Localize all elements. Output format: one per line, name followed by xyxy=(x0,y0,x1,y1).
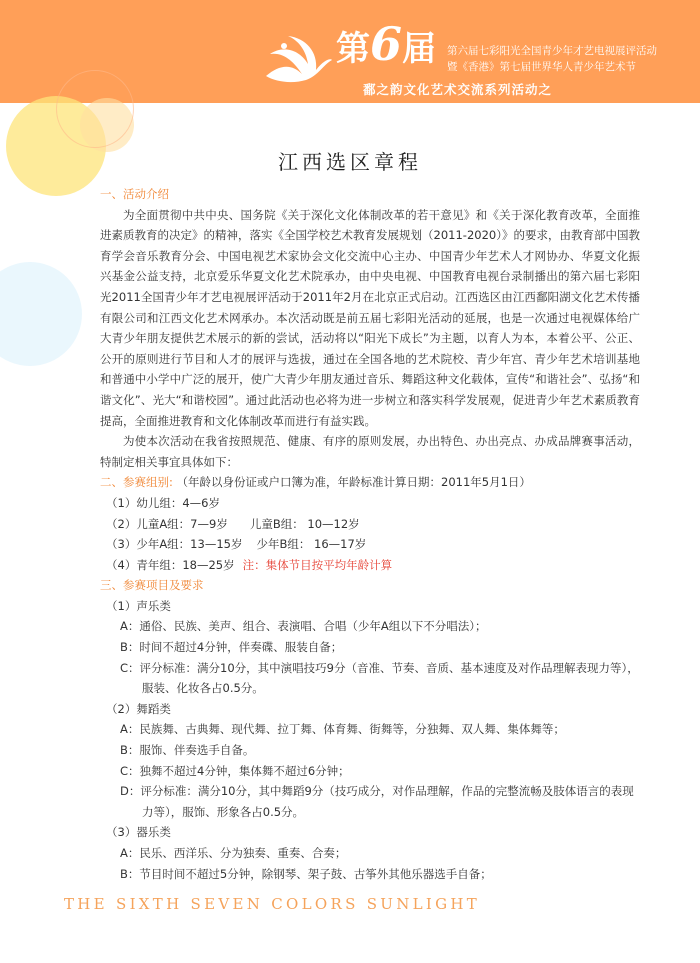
section-heading-groups xyxy=(100,472,640,493)
instrument-item-b: B：节目时间不超过5分钟，除钢琴、架子鼓、古筝外其他乐器选手自备； xyxy=(120,866,492,881)
groups-heading: 二、参赛组别: xyxy=(100,475,173,490)
vocal-item-b: B：时间不超过4分钟，伴奏碟、服装自备； xyxy=(120,640,343,655)
group-note: 注：集体节目按平均年龄计算 xyxy=(242,557,393,572)
decor-circle-blue xyxy=(0,262,82,366)
footer-band xyxy=(0,930,700,963)
dance-item-a: A：民族舞、古典舞、现代舞、拉丁舞、体育舞、街舞等，分独舞、双人舞、集体舞等； xyxy=(120,722,565,737)
edition-suffix: 届 xyxy=(402,29,437,69)
footer-slogan: THE SIXTH SEVEN COLORS SUNLIGHT xyxy=(64,895,481,913)
intro-paragraph-1: 为全面贯彻中共中央、国务院《关于深化文化体制改革的若干意见》和《关于深化教育改革，全面推进素质教育的决定》的精神，落实《全国学校艺术教育发展规划（2011-2020）》的要求，由教育部中国教育学会音乐教育分会、中国电视艺术家协会文化交流中心主办、中国青少年艺术人才网协办、华夏文化振兴基金公益支持，北京爱乐华夏文化艺术院承办，由中央电视、中国教育电视台录制播出的第六届七彩阳光2011全国青少年才艺电视展评活动于2011年2月在北京正式启动。江西选区由江西鄱阳湖文化艺术传播有限公司和江西文化艺术网承办。本次活动既是前五届七彩阳光活动的延展，也是一次通过电视媒体给广大青少年朋友提供艺术展示的新的尝试，活动将以“阳光下成长”为主题，以育人为本，本着公平、公正、公开的原则进行节目和人才的展评与选拔，通过在全国各地的艺术院校、青少年宫、青少年艺术培训基地和普通中小学中广泛的展开，使广大青少年朋友通过音乐、舞蹈这种文化载体，宣传“和谐社会”、弘扬“和谐文化”、光大“和谐校园”。通过此活动也必将为进一步树立和落实科学发展观，促进青少年艺术素质教育提高，全面推进教育和文化体制改革而进行有益实践。 xyxy=(100,207,640,428)
section-heading-intro: 一、活动介绍 xyxy=(100,187,169,201)
intro-paragraph-2: 为使本次活动在我省按照规范、健康、有序的原则发展，办出特色、办出亮点、办成品牌赛事活动，特制定相关事宜具体如下： xyxy=(100,434,640,469)
vocal-item-a: A：通俗、民族、美声、组合、表演唱、合唱（少年A组以下不分唱法）； xyxy=(120,619,487,634)
group-row-3 xyxy=(100,534,640,555)
category-dance: （2）舞蹈类 xyxy=(106,701,171,716)
group-row-1 xyxy=(100,493,640,514)
header-subtitle-2: 暨《香港》第七届世界华人青少年艺术节 xyxy=(447,61,636,73)
group-row-4 xyxy=(100,555,640,576)
dance-item-c: C：独舞不超过4分钟，集体舞不超过6分钟； xyxy=(120,763,350,778)
dance-item-b: B：服饰、伴奏选手自备。 xyxy=(120,743,255,758)
series-caption: 鄱之韵文化艺术交流系列活动之 xyxy=(362,82,552,97)
edition-title xyxy=(336,17,437,71)
dance-item-d: D：评分标准：满分10分，其中舞蹈9分（技巧成分，对作品理解，作品的完整流畅及肢体语言的表现力等），服饰、形象各占0.5分。 xyxy=(120,784,634,819)
document-body xyxy=(100,184,640,884)
edition-prefix: 第 xyxy=(336,29,370,69)
section-heading-items: 三、参赛项目及要求 xyxy=(100,578,204,593)
header-subtitle-1: 第六届七彩阳光全国青少年才艺电视展评活动 xyxy=(447,45,657,57)
category-instrument: （3）器乐类 xyxy=(106,825,171,840)
page-title: 江西选区章程 xyxy=(278,150,422,174)
decor-circle-outline xyxy=(56,70,134,148)
instrument-item-a: A：民乐、西洋乐、分为独奏、重奏、合奏； xyxy=(120,846,347,860)
vocal-item-c: C：评分标准：满分10分，其中演唱技巧9分（音准、节奏、音质、基本速度及对作品理解表现力等），服装、化妆各占0.5分。 xyxy=(120,660,639,696)
groups-heading-note: （年龄以身份证或户口簿为准，年龄标准计算日期：2011年5月1日） xyxy=(176,475,531,490)
group-extra: 儿童B组： 10—12岁 xyxy=(249,516,360,531)
category-vocal: （1）声乐类 xyxy=(106,598,171,613)
group-label: （3）少年A组：13—15岁 xyxy=(106,537,243,552)
group-label: （2）儿童A组：7—9岁 xyxy=(106,516,228,531)
edition-number: 6 xyxy=(370,17,403,71)
group-label: （1）幼儿组：4—6岁 xyxy=(106,495,220,510)
group-label: （4）青年组：18—25岁 xyxy=(106,557,235,572)
group-row-2 xyxy=(100,514,640,535)
phoenix-logo-icon xyxy=(262,34,334,84)
group-extra: 少年B组： 16—17岁 xyxy=(256,537,367,552)
